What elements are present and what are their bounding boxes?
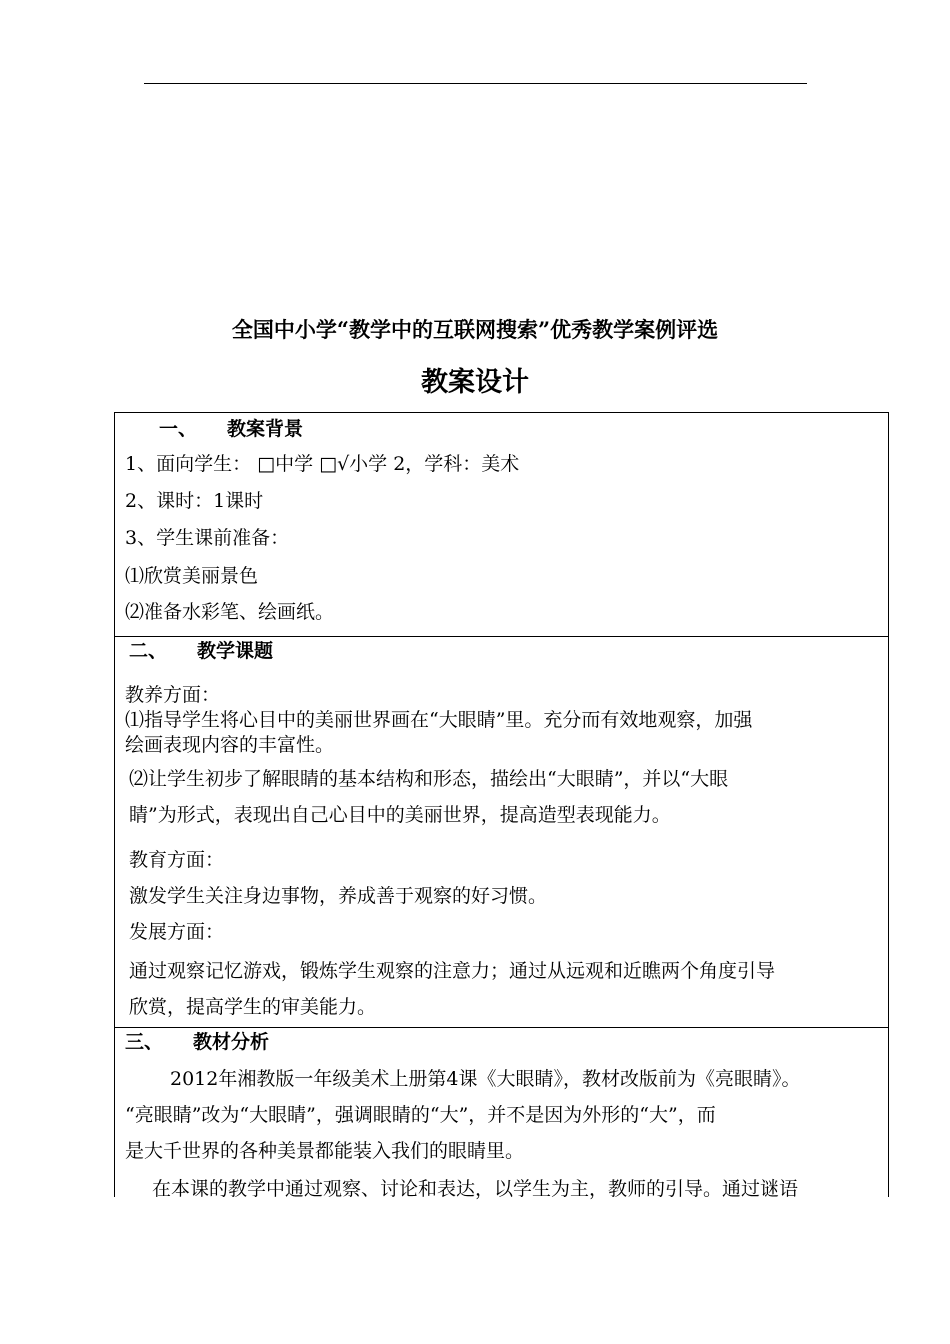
section-3-number: 三、 <box>125 1031 164 1053</box>
s1-line-1: 1、面向学生： □中学 □√小学 2，学科：美术 <box>125 453 520 475</box>
lesson-plan-table <box>114 412 889 1200</box>
s2-line-5: 睛”为形式，表现出自己心目中的美丽世界，提高造型表现能力。 <box>129 804 671 826</box>
s2-line-8: 发展方面： <box>129 921 225 943</box>
s1-line-4: ⑴欣赏美丽景色 <box>125 565 259 587</box>
section-3-heading <box>125 1030 269 1054</box>
document-title: 全国中小学“教学中的互联网搜索”优秀教学案例评选 <box>231 317 719 342</box>
s2-line-2: ⑴指导学生将心目中的美丽世界画在“大眼睛”里。充分而有效地观察，加强 <box>125 709 753 731</box>
section-2-title: 教学课题 <box>197 640 274 662</box>
s2-line-1: 教养方面： <box>125 684 221 706</box>
s1-line-3: 3、学生课前准备： <box>125 527 290 549</box>
s1-line-5: ⑵准备水彩笔、绘画纸。 <box>125 601 335 623</box>
s2-line-6: 教育方面： <box>129 849 225 871</box>
s2-line-4: ⑵让学生初步了解眼睛的基本结构和形态，描绘出“大眼睛”，并以“大眼 <box>129 768 729 790</box>
header-rule <box>144 83 807 84</box>
document-subtitle: 教案设计 <box>421 367 529 398</box>
section-1-title: 教案背景 <box>227 418 304 440</box>
s3-line-2: “亮眼睛”改为“大眼睛”，强调眼睛的“大”，并不是因为外形的“大”，而 <box>125 1104 716 1126</box>
s2-line-7: 激发学生关注身边事物，养成善于观察的好习惯。 <box>129 885 548 907</box>
s2-line-3: 绘画表现内容的丰富性。 <box>125 734 335 756</box>
section-3-title: 教材分析 <box>193 1031 270 1053</box>
s2-line-10: 欣赏，提高学生的审美能力。 <box>129 996 377 1018</box>
section-2-heading <box>129 639 273 663</box>
row-divider-2 <box>115 1027 888 1028</box>
s3-line-4: 在本课的教学中通过观察、讨论和表达，以学生为主，教师的引导。通过谜语 <box>152 1178 799 1200</box>
s3-line-3: 是大千世界的各种美景都能装入我们的眼睛里。 <box>125 1140 525 1162</box>
section-1-number: 一、 <box>159 418 198 440</box>
s1-line-2: 2、课时：1课时 <box>125 490 264 512</box>
row-divider-1 <box>115 636 888 637</box>
section-1-heading <box>159 417 303 441</box>
s3-line-1: 2012年湘教版一年级美术上册第4课《大眼睛》，教材改版前为《亮眼睛》。 <box>170 1068 801 1090</box>
section-2-number: 二、 <box>129 640 168 662</box>
s2-line-9: 通过观察记忆游戏，锻炼学生观察的注意力；通过从远观和近瞧两个角度引导 <box>129 960 776 982</box>
